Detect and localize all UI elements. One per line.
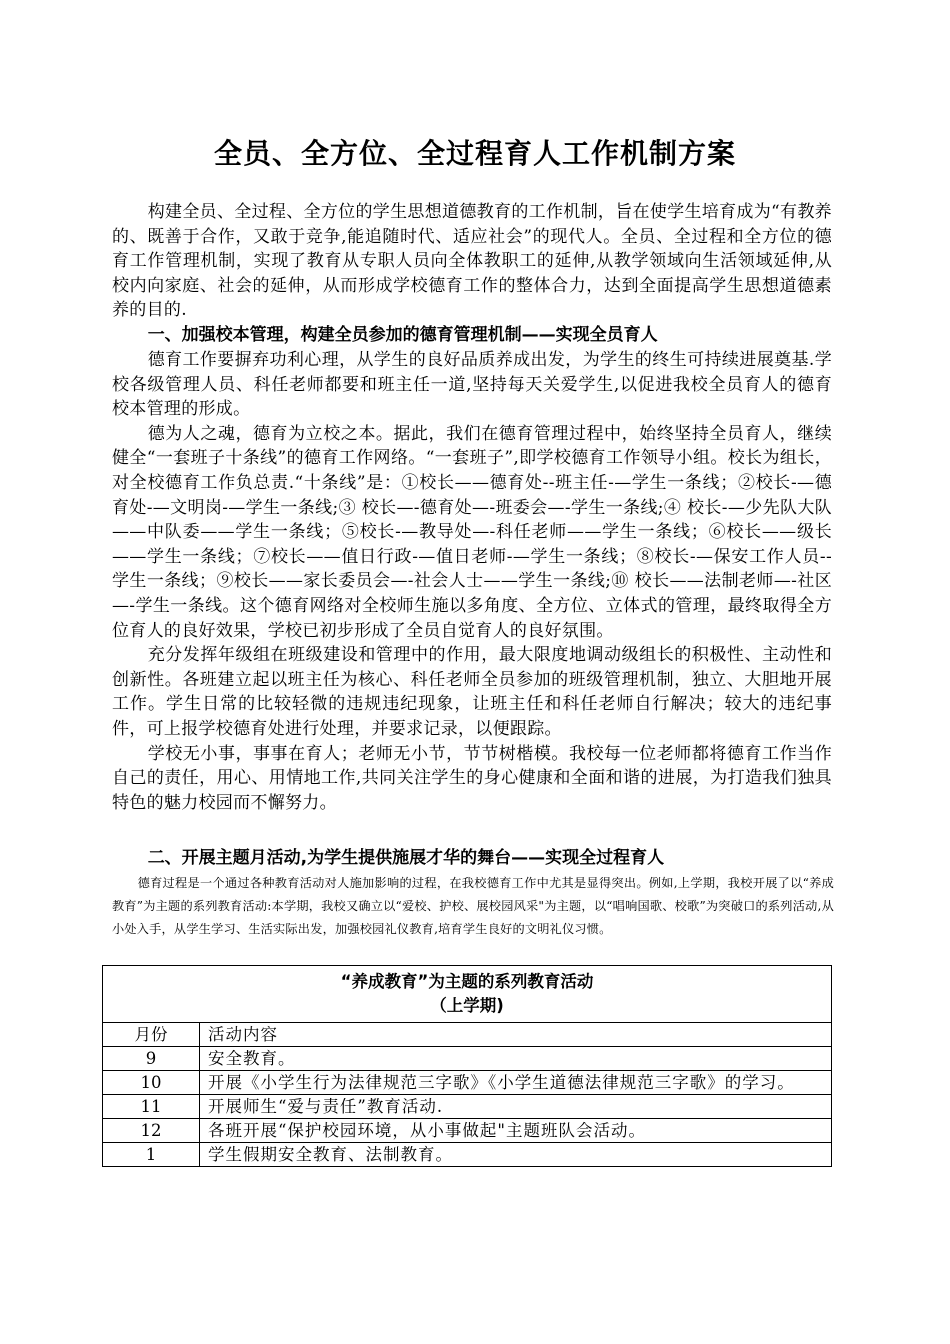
section2-heading: 二、开展主题月活动,为学生提供施展才华的舞台——实现全过程育人	[147, 848, 665, 868]
table-caption-line-1: “养成教育”为主题的系列教育活动	[340, 972, 594, 991]
row-month: 10	[103, 1071, 200, 1095]
table-caption-row	[103, 966, 832, 1023]
row-month: 12	[103, 1119, 200, 1143]
row-month: 9	[103, 1047, 200, 1071]
table-row	[103, 1119, 832, 1143]
table-header-row	[103, 1023, 832, 1047]
row-content: 学生假期安全教育、法制教育。	[200, 1143, 832, 1167]
table-row	[103, 1047, 832, 1071]
activity-table	[102, 965, 832, 1167]
intro-section	[112, 200, 832, 323]
row-month: 11	[103, 1095, 200, 1119]
row-month: 1	[103, 1143, 200, 1167]
header-month: 月份	[103, 1023, 200, 1047]
section1-paragraph-3: 充分发挥年级组在班级建设和管理中的作用，最大限度地调动级组长的积极性、主动性和创新性。各班建立起以班主任为核心、科任老师全员参加的班级管理机制，独立、大胆地开展工作。学生日常的比较轻微的违规违纪现象，让班主任和科任老师自行解决；较大的违纪事件，可上报学校德育处进行处理，并要求记录，以便跟踪。	[112, 645, 832, 739]
section1-paragraph-1: 德育工作要摒弃功利心理，从学生的良好品质养成出发，为学生的终生可持续进展奠基.学校各级管理人员、科任老师都要和班主任一道,坚持每天关爱学生,以促进我校全员育人的德育校本管理的形成。	[112, 350, 832, 420]
table-row	[103, 1071, 832, 1095]
section1-heading: 一、加强校本管理，构建全员参加的德育管理机制——实现全员育人	[147, 325, 658, 345]
section1-paragraph-4: 学校无小事，事事在育人；老师无小节，节节树楷模。我校每一位老师都将德育工作当作自己的责任，用心、用情地工作,共同关注学生的身心健康和全面和谐的进展，为打造我们独具特色的魅力校园而不懈努力。	[112, 743, 832, 813]
table-row	[103, 1143, 832, 1167]
intro-paragraph: 构建全员、全过程、全方位的学生思想道德教育的工作机制，旨在使学生培育成为“有教养的、既善于合作，又敢于竞争,能追随时代、适应社会”的现代人。全员、全过程和全方位的德育工作管理机制，实现了教育从专职人员向全体教职工的延伸,从教学领域向生活领域延伸,从校内向家庭、社会的延伸，从而形成学校德育工作的整体合力，达到全面提高学生思想道德素养的目的.	[112, 202, 832, 321]
section2-paragraph-1: 德育过程是一个通过各种教育活动对人施加影响的过程，在我校德育工作中尤其是显得突出。例如,上学期，我校开展了以“养成教育”为主题的系列教育活动:本学期，我校又确立以“爱校、护校、展校园风采"为主题，以“唱响国歌、校歌”为突破口的系列活动,从小处入手，从学生学习、生活实际出发，加强校园礼仪教育,培育学生良好的文明礼仪习惯。	[112, 876, 834, 936]
page-title: 全员、全方位、全过程育人工作机制方案	[213, 137, 736, 170]
table-caption-line-2: （上学期)	[430, 996, 504, 1015]
table-caption	[103, 966, 832, 1023]
row-content: 开展《小学生行为法律规范三字歌》《小学生道德法律规范三字歌》的学习。	[200, 1071, 832, 1095]
section2-body	[112, 872, 834, 940]
row-content: 各班开展“保护校园环境，从小事做起"主题班队会活动。	[200, 1119, 832, 1143]
section1-paragraph-2: 德为人之魂，德育为立校之本。据此，我们在德育管理过程中，始终坚持全员育人，继续健全“一套班子十条线”的德育工作网络。“一套班子”,即学校德育工作领导小组。校长为组长，对全校德育工作负总责.“十条线”是：①校长——德育处--班主任-—学生一条线；②校长-—德育处-—文明岗-—学生一条线;③ 校长—-德育处—-班委会—-学生一条线;④ 校长-—少先队大队——中队委——学生一条线；⑤校长-—教导处—-科任老师——学生一条线；⑥校长——级长——学生一条线；⑦校长——值日行政-—值日老师-—学生一条线；⑧校长-—保安工作人员--学生一条线；⑨校长——家长委员会—-社会人士——学生一条线;⑩ 校长——法制老师—-社区—-学生一条线。这个德育网络对全校师生施以多角度、全方位、立体式的管理，最终取得全方位育人的良好效果，学校已初步形成了全员自觉育人的良好氛围。	[112, 423, 832, 641]
row-content: 安全教育。	[200, 1047, 832, 1071]
row-content: 开展师生“爱与责任”教育活动.	[200, 1095, 832, 1119]
table-row	[103, 1095, 832, 1119]
header-content: 活动内容	[200, 1023, 832, 1047]
section1-body	[112, 348, 832, 815]
